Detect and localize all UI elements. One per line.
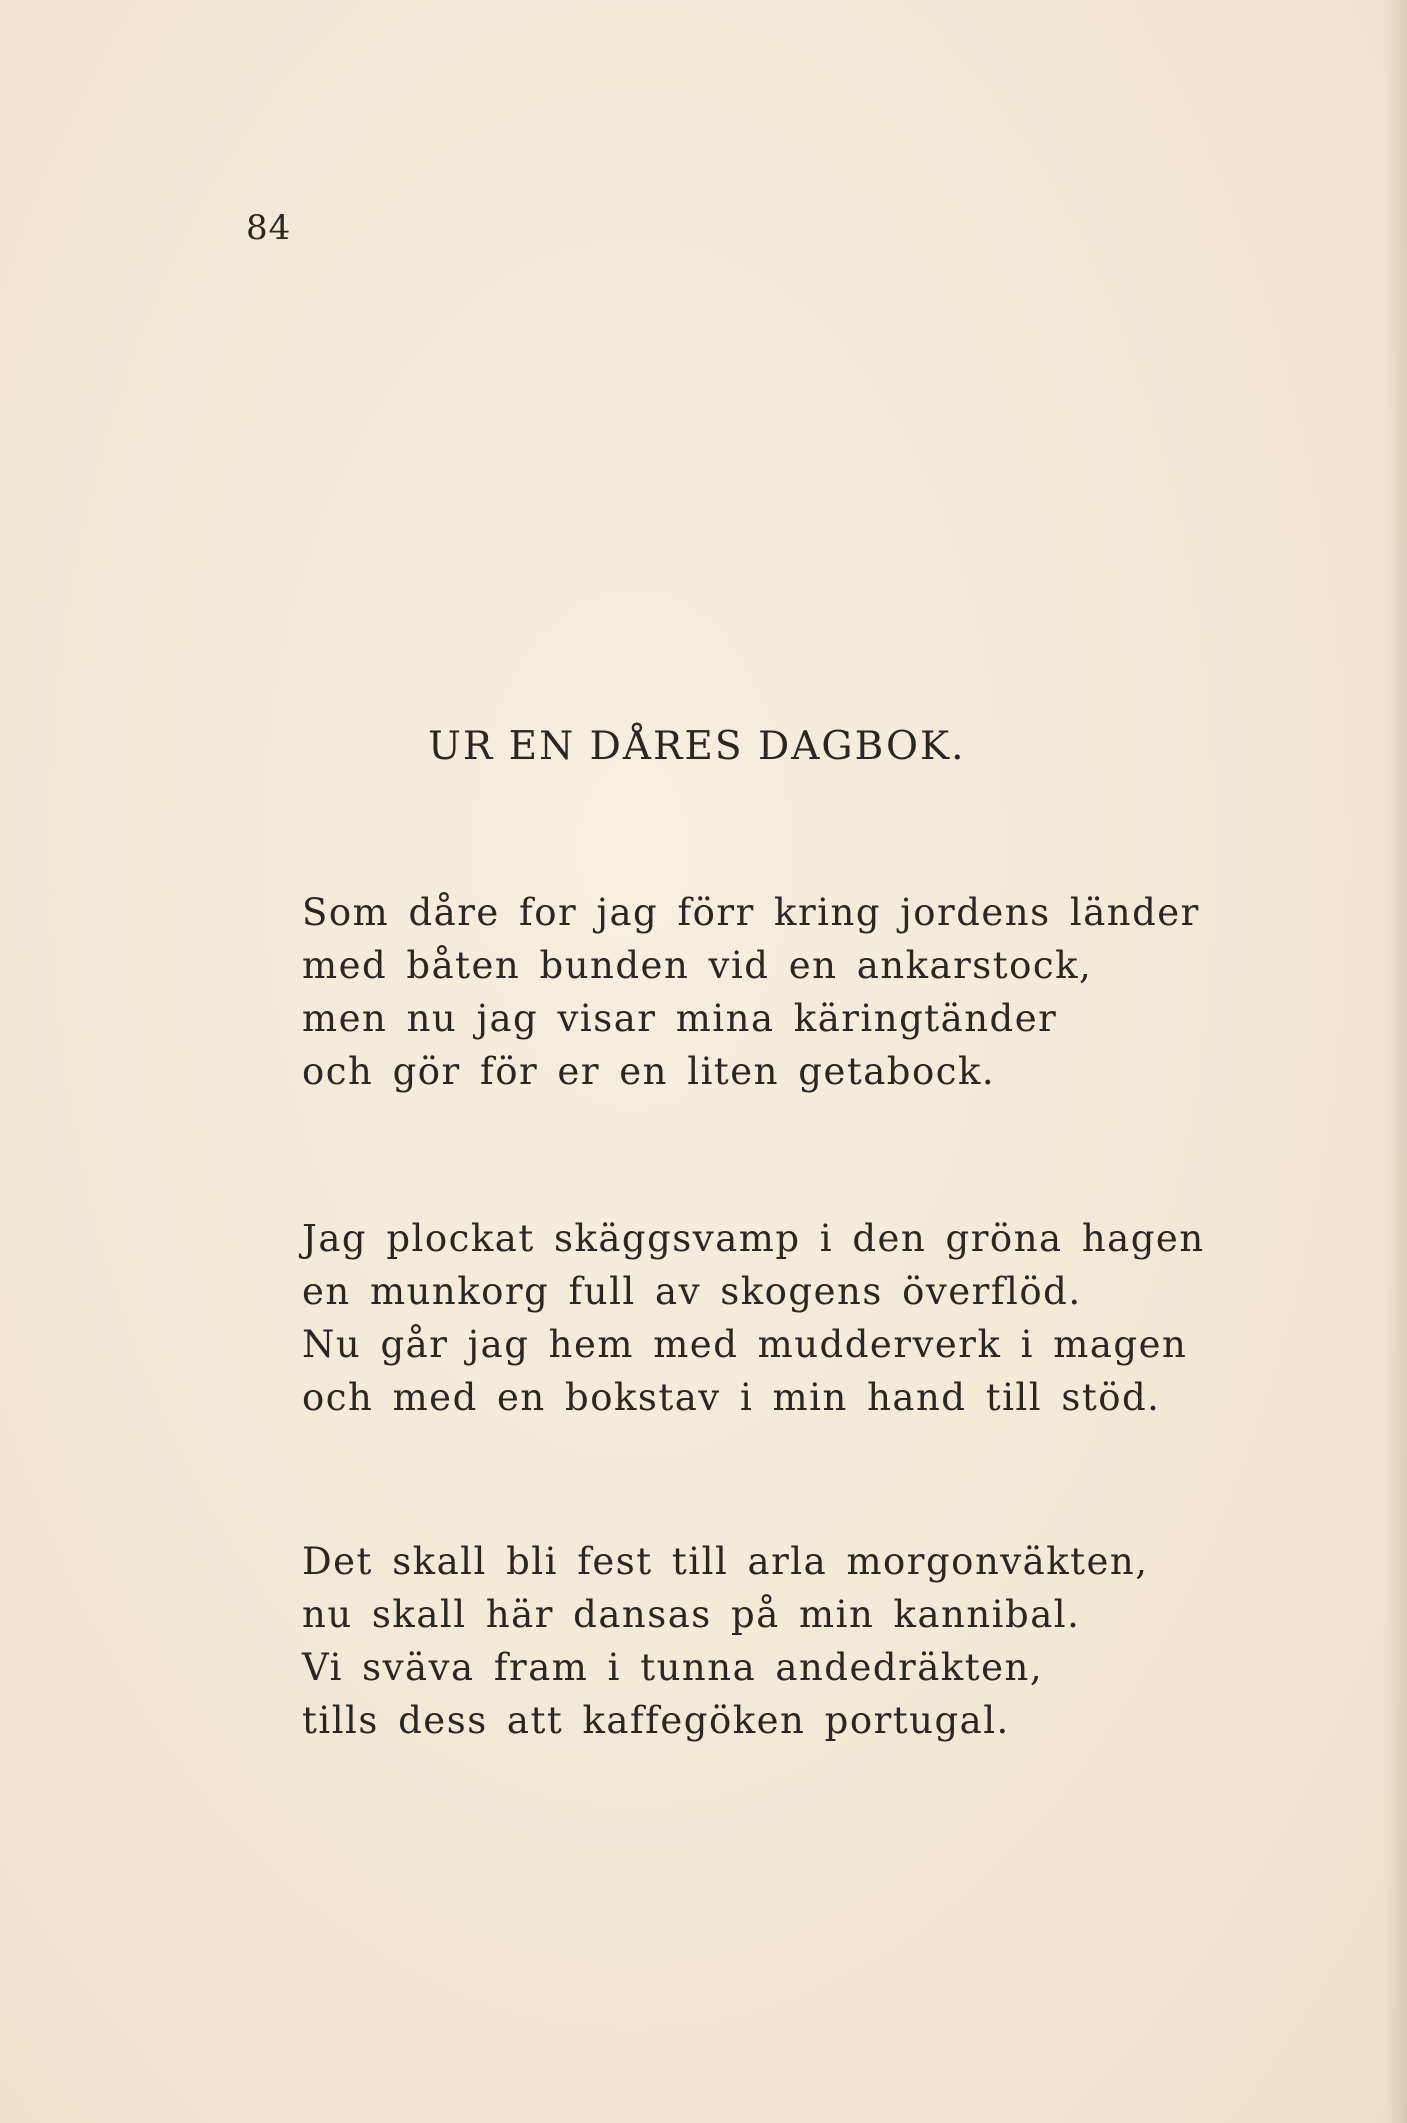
- verse-line: Vi sväva fram i tunna andedräkten,: [302, 1646, 1044, 1689]
- page-number: 84: [246, 208, 292, 248]
- stanza-3: [302, 1535, 1202, 1747]
- poem-title: UR EN DÅRES DAGBOK.: [428, 724, 966, 769]
- verse-line: och med en bokstav i min hand till stöd.: [302, 1376, 1161, 1419]
- verse-line: men nu jag visar mina käringtänder: [302, 997, 1058, 1040]
- verse-line: Jag plockat skäggsvamp i den gröna hagen: [302, 1217, 1205, 1260]
- verse-line: med båten bunden vid en ankarstock,: [302, 944, 1093, 987]
- stanza-1: [302, 886, 1202, 1098]
- verse-line: en munkorg full av skogens överflöd.: [302, 1270, 1082, 1313]
- verse-line: nu skall här dansas på min kannibal.: [302, 1593, 1081, 1636]
- verse-line: Nu går jag hem med mudderverk i magen: [302, 1323, 1188, 1366]
- verse-line: tills dess att kaffegöken portugal.: [302, 1699, 1010, 1742]
- stanza-2: [302, 1212, 1205, 1424]
- verse-line: Det skall bli fest till arla morgonväkten,: [302, 1540, 1149, 1583]
- verse-line: och gör för er en liten getabock.: [302, 1050, 996, 1093]
- verse-line: Som dåre for jag förr kring jordens länder: [302, 891, 1200, 934]
- page-edge-shadow: [1385, 0, 1407, 2123]
